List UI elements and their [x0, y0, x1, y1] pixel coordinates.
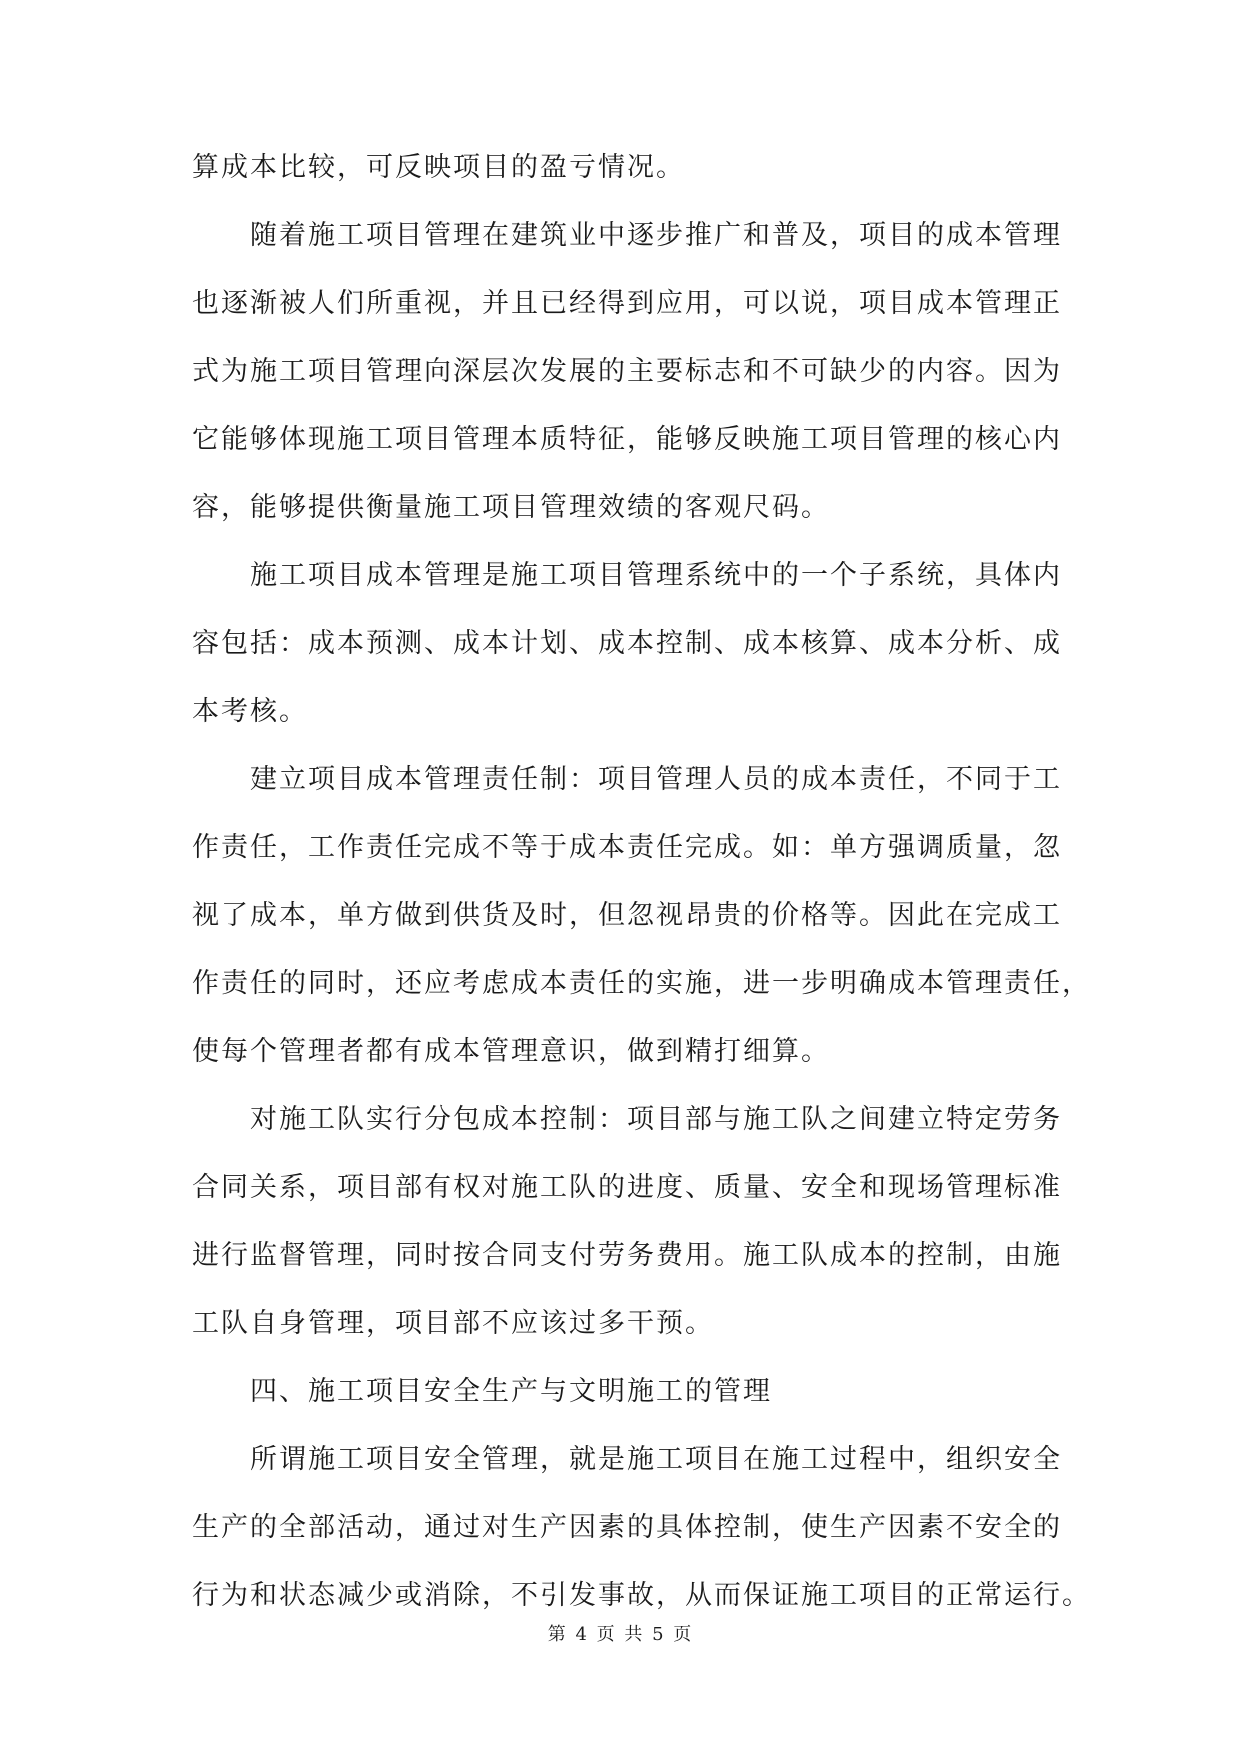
- text-line: 合同关系，项目部有权对施工队的进度、质量、安全和现场管理标准: [192, 1172, 1062, 1203]
- text-line: 容包括：成本预测、成本计划、成本控制、成本核算、成本分析、成: [192, 628, 1062, 659]
- text-line: 式为施工项目管理向深层次发展的主要标志和不可缺少的内容。因为: [192, 356, 1062, 387]
- text-line: 施工项目成本管理是施工项目管理系统中的一个子系统，具体内: [250, 560, 1062, 591]
- page-number-footer: 第 4 页 共 5 页: [547, 1624, 694, 1645]
- text-line: 所谓施工项目安全管理，就是施工项目在施工过程中，组织安全: [250, 1444, 1062, 1475]
- text-line: 行为和状态减少或消除，不引发事故，从而保证施工项目的正常运行。: [192, 1580, 1091, 1611]
- text-line: 作责任，工作责任完成不等于成本责任完成。如：单方强调质量，忽: [192, 832, 1062, 863]
- text-line: 视了成本，单方做到供货及时，但忽视昂贵的价格等。因此在完成工: [192, 900, 1062, 931]
- text-line: 也逐渐被人们所重视，并且已经得到应用，可以说，项目成本管理正: [192, 288, 1062, 319]
- text-line: 容，能够提供衡量施工项目管理效绩的客观尺码。: [192, 492, 830, 523]
- text-line: 它能够体现施工项目管理本质特征，能够反映施工项目管理的核心内: [192, 424, 1062, 455]
- page-body: [192, 150, 1091, 1646]
- section-heading: 四、施工项目安全生产与文明施工的管理: [250, 1376, 772, 1407]
- text-line: 算成本比较，可反映项目的盈亏情况。: [192, 152, 685, 183]
- text-line: 进行监督管理，同时按合同支付劳务费用。施工队成本的控制，由施: [192, 1240, 1062, 1271]
- text-line: 工队自身管理，项目部不应该过多干预。: [192, 1308, 714, 1339]
- text-line: 本考核。: [192, 696, 308, 727]
- text-line: 作责任的同时，还应考虑成本责任的实施，进一步明确成本管理责任，: [192, 968, 1091, 999]
- text-line: 对施工队实行分包成本控制：项目部与施工队之间建立特定劳务: [250, 1104, 1062, 1135]
- text-line: 使每个管理者都有成本管理意识，做到精打细算。: [192, 1036, 830, 1067]
- text-line: 生产的全部活动，通过对生产因素的具体控制，使生产因素不安全的: [192, 1512, 1062, 1543]
- text-line: 随着施工项目管理在建筑业中逐步推广和普及，项目的成本管理: [250, 220, 1062, 251]
- text-line: 建立项目成本管理责任制：项目管理人员的成本责任，不同于工: [250, 764, 1062, 795]
